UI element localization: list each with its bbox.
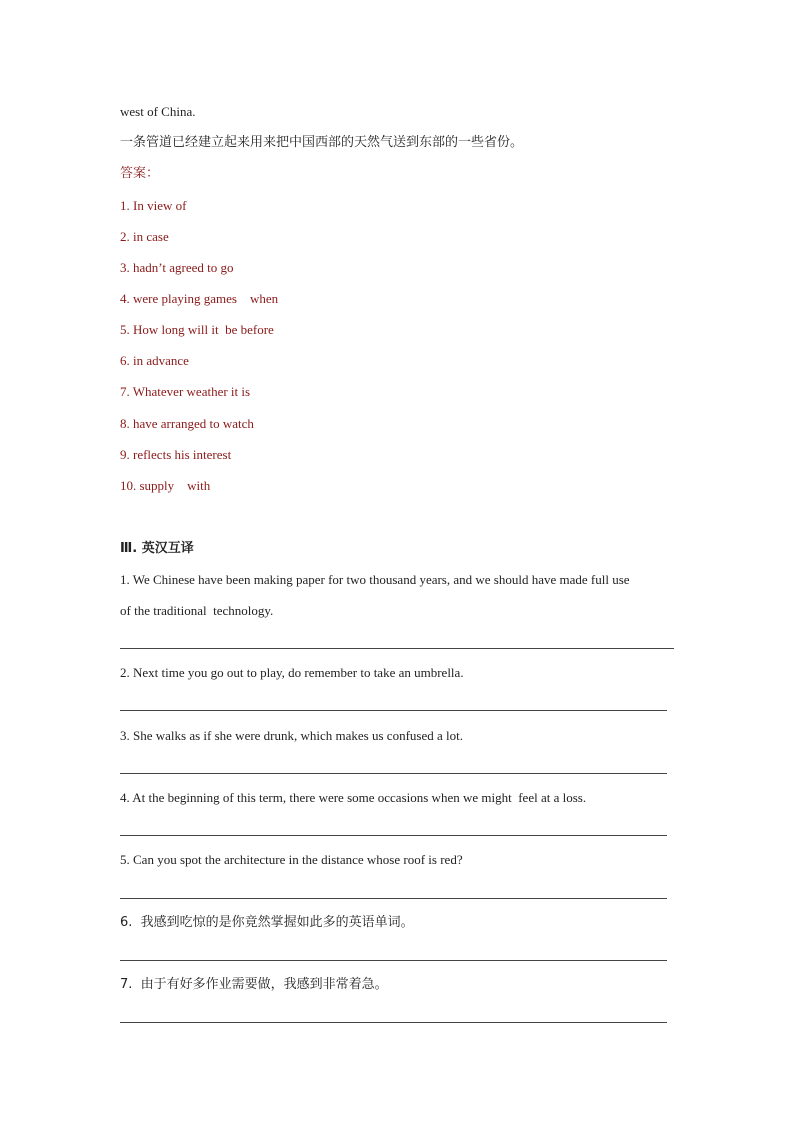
question-4: 4. At the beginning of this term, there were some occasions when we might feel at a loss. — [120, 790, 587, 805]
answer-blank-7[interactable] — [120, 1022, 667, 1023]
question-6: 6. 我感到吃惊的是你竟然掌握如此多的英语单词。 — [120, 915, 414, 930]
answer-item: 1. In view of — [120, 198, 187, 213]
question-7: 7. 由于有好多作业需要做，我感到非常着急。 — [120, 977, 388, 992]
section-heading: Ⅲ. 英汉互译 — [120, 541, 194, 556]
question-1-line-2: of the traditional technology. — [120, 603, 274, 618]
answer-blank-4[interactable] — [120, 835, 667, 836]
question-2: 2. Next time you go out to play, do remember to take an umbrella. — [120, 665, 464, 680]
chinese-translation: 一条管道已经建立起来用来把中国西部的天然气送到东部的一些省份。 — [120, 135, 524, 150]
answer-item: 5. How long will it be before — [120, 322, 274, 337]
answer-item: 9. reflects his interest — [120, 447, 232, 462]
sentence-tail: west of China. — [120, 104, 196, 119]
question-1-line-1: 1. We Chinese have been making paper for two thousand years, and we should have made full use — [120, 572, 630, 587]
answer-item: 8. have arranged to watch — [120, 416, 254, 431]
answer-blank-3[interactable] — [120, 773, 667, 774]
question-5: 5. Can you spot the architecture in the distance whose roof is red? — [120, 852, 463, 867]
answer-blank-5[interactable] — [120, 898, 667, 899]
answer-blank-6[interactable] — [120, 960, 667, 961]
answer-item: 4. were playing games when — [120, 291, 279, 306]
answer-blank-1[interactable] — [120, 648, 674, 649]
answer-item: 3. hadn’t agreed to go — [120, 260, 234, 275]
question-3: 3. She walks as if she were drunk, which makes us confused a lot. — [120, 728, 463, 743]
answer-item: 2. in case — [120, 229, 169, 244]
answer-label: 答案： — [120, 166, 160, 181]
answer-blank-2[interactable] — [120, 710, 667, 711]
answer-item: 7. Whatever weather it is — [120, 384, 251, 399]
answer-item: 10. supply with — [120, 478, 211, 493]
answer-item: 6. in advance — [120, 353, 189, 368]
